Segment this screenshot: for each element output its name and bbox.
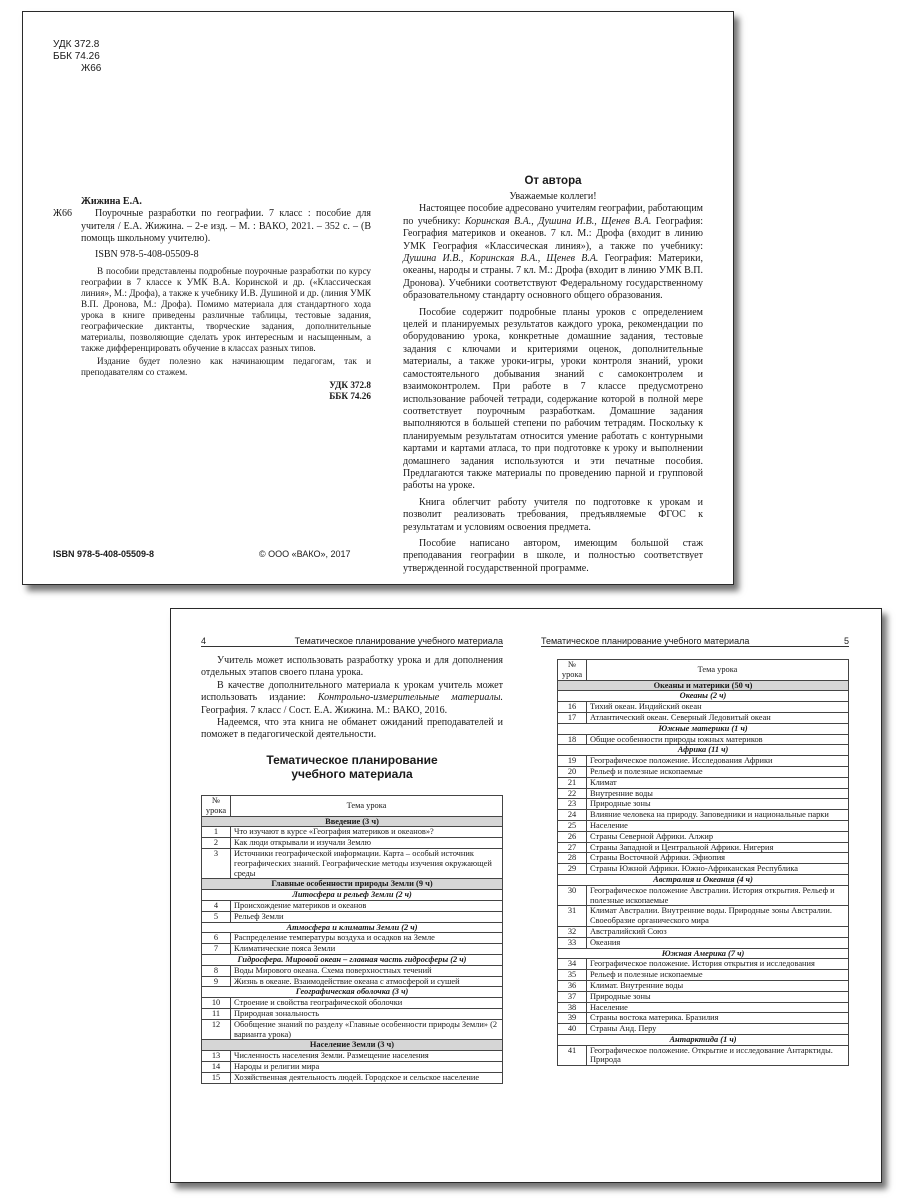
plan-table-left-wrap: [201, 795, 503, 1084]
col-lesson-topic: Тема урока: [231, 796, 503, 817]
subsection-title: Географическая оболочка (3 ч): [202, 987, 503, 998]
table-row: [558, 777, 849, 788]
lesson-number: 24: [558, 810, 587, 821]
table-row: [202, 838, 503, 849]
paragraph-1: Настоящее пособие адресовано учителям географии, работающим по учебнику: Коринская В.А., Душина И.В., Щенев В.А. География: География материков и океанов. 7 кл. М.: Дрофа (входит в линию УМК География «Классическая линия»), а также по учебнику: Душина И.В., Коринская В.А., Щенев В.А. География: Материки, океаны, народы и страны. 7 кл. М.: Дрофа (входит в линию УМК В.П. Дронова). Учебники соответствуют Федеральному государственному образовательному стандарту основного общего образования.: [403, 203, 703, 302]
lesson-topic: Географическое положение. Открытие и исследование Антарктиды. Природа: [587, 1045, 849, 1066]
lesson-topic: Географическое положение. История открытия и исследования: [587, 959, 849, 970]
lesson-topic: Рельеф и полезные ископаемые: [587, 766, 849, 777]
lesson-topic: Воды Мирового океана. Схема поверхностных течений: [231, 965, 503, 976]
subsection-row: [558, 874, 849, 885]
lesson-number: 32: [558, 926, 587, 937]
table-row: [558, 1002, 849, 1013]
lesson-number: 2: [202, 838, 231, 849]
table-row: [202, 965, 503, 976]
lesson-number: 25: [558, 820, 587, 831]
lesson-number: 23: [558, 799, 587, 810]
lesson-number: 17: [558, 712, 587, 723]
subsection-row: [202, 922, 503, 933]
subsection-title: Антарктида (1 ч): [558, 1034, 849, 1045]
table-row: [558, 885, 849, 906]
lesson-topic: Климат Австралии. Внутренние воды. Природные зоны Австралии. Своеобразие органического мира: [587, 906, 849, 927]
lesson-number: 10: [202, 998, 231, 1009]
table-row: [202, 1008, 503, 1019]
table-row: [202, 848, 503, 878]
intro-paragraph-2: В качестве дополнительного материала к урокам учитель может использовать издание: Контрольно-измерительные материалы. География. 7 класс / Сост. Е.А. Жижина. М.: ВАКО, 2016.: [201, 679, 503, 716]
subsection-row: [202, 987, 503, 998]
intro-text: [201, 655, 503, 742]
lesson-topic: Происхождение материков и океанов: [231, 900, 503, 911]
lesson-topic: Хозяйственная деятельность людей. Городское и сельское население: [231, 1072, 503, 1083]
classification-codes: [53, 39, 101, 75]
lesson-number: 39: [558, 1013, 587, 1024]
lesson-topic: Влияние человека на природу. Заповедники и национальные парки: [587, 810, 849, 821]
copyright: © ООО «ВАКО», 2017: [259, 549, 351, 559]
table-row: [558, 842, 849, 853]
catalog-description: Поурочные разработки по географии. 7 класс : пособие для учителя / Е.А. Жижина. – 2-е изд. – М. : ВАКО, 2021. – 352 с. – (В помощь школьному учителю). ISBN 978-5-408-05509-8 В пособии представлены подробные поурочные разработки по курсу географии в 7 классе к УМК В.А. Коринской и др. («Классическая линия», М.: Дрофа), а также к учебнику И.В. Душиной и др. (линия УМК В.П. Дронова, М.: Дрофа). Помимо материала для стандартного хода урока в книге приведены различные таблицы, тестовые задания, географические диктанты, творческие задания, дополнительные материалы, позволяющие сделать урок интересным и насыщенным, а также дифференцировать обучение в классах разных типов. Издание будет полезно как начинающим педагогам, так и преподавателям со стажем. УДК 372.8 ББК 74.26: [81, 208, 371, 402]
lesson-topic: Общие особенности природы южных материков: [587, 734, 849, 745]
table-row: [558, 906, 849, 927]
lesson-topic: Строение и свойства географической оболочки: [231, 998, 503, 1009]
table-row: [558, 1045, 849, 1066]
catalog-author: Жижина Е.А.: [81, 196, 142, 207]
col-lesson-number: № урока: [558, 660, 587, 681]
lesson-topic: Австралийский Союз: [587, 926, 849, 937]
subsection-title: Южные материки (1 ч): [558, 723, 849, 734]
plan-table-left: [201, 795, 503, 1084]
intro-paragraph-3: Надеемся, что эта книга не обманет ожиданий преподавателей и поможет в педагогической деятельности.: [201, 717, 503, 741]
lesson-number: 8: [202, 965, 231, 976]
bbk-right: ББК 74.26: [329, 391, 371, 402]
subsection-row: [558, 745, 849, 756]
lesson-topic: Атлантический океан. Северный Ледовитый океан: [587, 712, 849, 723]
table-row: [558, 959, 849, 970]
lesson-number: 27: [558, 842, 587, 853]
lesson-topic: Тихий океан. Индийский океан: [587, 702, 849, 713]
lesson-number: 15: [202, 1072, 231, 1083]
table-row: [202, 1072, 503, 1083]
lesson-topic: Географическое положение Австралии. История открытия. Рельеф и полезные ископаемые: [587, 885, 849, 906]
lesson-number: 29: [558, 864, 587, 875]
table-row: [202, 944, 503, 955]
lesson-number: 37: [558, 991, 587, 1002]
lesson-topic: Внутренние воды: [587, 788, 849, 799]
table-row: [558, 926, 849, 937]
lesson-number: 12: [202, 1019, 231, 1040]
subsection-row: [558, 691, 849, 702]
lesson-number: 18: [558, 734, 587, 745]
table-row: [558, 980, 849, 991]
section-title: Население Земли (3 ч): [202, 1040, 503, 1051]
lesson-topic: Распределение температуры воздуха и осадков на Земле: [231, 933, 503, 944]
lesson-topic: Страны Восточной Африки. Эфиопия: [587, 853, 849, 864]
lesson-topic: Жизнь в океане. Взаимодействие океана с атмосферой и сушей: [231, 976, 503, 987]
table-row: [202, 998, 503, 1009]
table-row: [558, 788, 849, 799]
intro-paragraph-1: Учитель может использовать разработку урока и для дополнения отдельных этапов своего плана урока.: [201, 655, 503, 679]
subsection-title: Литосфера и рельеф Земли (2 ч): [202, 890, 503, 901]
book-page-spread-bottom: [170, 608, 882, 1183]
page-number-left: 4: [201, 636, 207, 646]
lesson-number: 5: [202, 911, 231, 922]
subsection-row: [558, 948, 849, 959]
lesson-number: 40: [558, 1024, 587, 1035]
table-row: [558, 734, 849, 745]
subsection-row: [202, 890, 503, 901]
lesson-topic: Климат: [587, 777, 849, 788]
lesson-number: 28: [558, 853, 587, 864]
lesson-topic: Географическое положение. Исследования Африки: [587, 756, 849, 767]
bbk-code: ББК 74.26: [53, 51, 100, 62]
table-row: [558, 756, 849, 767]
lesson-number: 31: [558, 906, 587, 927]
lesson-number: 35: [558, 970, 587, 981]
lesson-number: 34: [558, 959, 587, 970]
lesson-number: 13: [202, 1051, 231, 1062]
table-row: [558, 991, 849, 1002]
page-number-right: 5: [843, 636, 849, 646]
annotation-text-2: Издание будет полезно как начинающим педагогам, так и преподавателям со стажем.: [81, 356, 371, 378]
subsection-title: Африка (11 ч): [558, 745, 849, 756]
section-row: [202, 816, 503, 827]
table-row: [202, 827, 503, 838]
subsection-title: Океаны (2 ч): [558, 691, 849, 702]
udk-code: УДК 372.8: [53, 39, 100, 50]
lesson-number: 11: [202, 1008, 231, 1019]
table-row: [202, 1061, 503, 1072]
lesson-number: 22: [558, 788, 587, 799]
section-title: Тематическое планирование учебного материала: [266, 753, 438, 781]
lesson-topic: Рельеф и полезные ископаемые: [587, 970, 849, 981]
lesson-topic: Природная зональность: [231, 1008, 503, 1019]
section-row: [558, 680, 849, 691]
lesson-topic: Население: [587, 1002, 849, 1013]
lesson-number: 16: [558, 702, 587, 713]
book-page-spread-top: [22, 11, 734, 585]
table-row: [202, 976, 503, 987]
catalog-isbn: ISBN 978-5-408-05509-8: [95, 248, 199, 260]
table-row: [558, 1013, 849, 1024]
lesson-number: 19: [558, 756, 587, 767]
lesson-number: 4: [202, 900, 231, 911]
paragraph-2: Пособие содержит подробные планы уроков с определением целей и планируемых результатов каждого урока, рекомендации по оборудованию урока, конкретные домашние задания, тестовые задания с ключами и критериями оценок, дополнительные материалы, а также уроки-игры, уроки контроля знаний, уроки самостоятельного добывания знаний с самоконтролем и взаимоконтролем. При работе в 7 классе предусмотрено использование рабочей тетради, содержание которой в полной мере соответствует поурочным разработкам. Домашние задания выполняются в большей степени по рабочим тетрадям. Поскольку к планируемым результатам относится умение работать с контурными картами и картами атласа, то при подготовке к уроку и выполнении домашнего задания используются и эти печатные пособия. Предлагаются также материалы по проведению парной и групповой работы на уроке.: [403, 306, 703, 492]
lesson-topic: Страны Западной и Центральной Африки. Нигерия: [587, 842, 849, 853]
table-row: [558, 970, 849, 981]
col-lesson-topic: Тема урока: [587, 660, 849, 681]
lesson-number: 6: [202, 933, 231, 944]
table-row: [558, 820, 849, 831]
subsection-title: Атмосфера и климаты Земли (2 ч): [202, 922, 503, 933]
catalog-card: [53, 196, 371, 402]
table-row: [558, 1024, 849, 1035]
table-header: [558, 660, 849, 681]
catalog-code: Ж66: [53, 208, 72, 220]
plan-table-right-wrap: [557, 659, 849, 1066]
lesson-topic: Природные зоны: [587, 991, 849, 1002]
table-row: [558, 712, 849, 723]
lesson-number: 20: [558, 766, 587, 777]
lesson-topic: Климатические пояса Земли: [231, 944, 503, 955]
table-row: [202, 1019, 503, 1040]
table-row: [558, 766, 849, 777]
lesson-topic: Источники географической информации. Карта – особый источник географических знаний. Географические методы изучения окружающей среды: [231, 848, 503, 878]
table-row: [558, 702, 849, 713]
table-header: [202, 796, 503, 817]
lesson-number: 33: [558, 937, 587, 948]
table-row: [202, 933, 503, 944]
annotation-text: В пособии представлены подробные поурочные разработки по курсу географии в 7 классе к УМК В.А. Коринской и др. («Классическая линия», М.: Дрофа), а также к учебнику И.В. Душиной и др. (линия УМК В.П. Дронова, М.: Дрофа). Помимо материала для стандартного хода урока в книге приведены различные таблицы, тестовые задания, географические диктанты, творческие задания, дополнительные материалы, позволяющие сделать урок интересным и насыщенным, а также дифференцировать обучение в классах разных типов.: [81, 266, 371, 354]
section-title: Океаны и материки (50 ч): [558, 680, 849, 691]
lesson-number: 1: [202, 827, 231, 838]
paragraph-4: Пособие написано автором, имеющим большой стаж преподавания географии в школе, и полностью соответствует утвержденной государственной программе.: [403, 537, 703, 574]
isbn-bottom: ISBN 978-5-408-05509-8: [53, 549, 155, 559]
subsection-row: [558, 1034, 849, 1045]
subsection-title: Южная Америка (7 ч): [558, 948, 849, 959]
lesson-topic: Обобщение знаний по разделу «Главные особенности природы Земли» (2 варианта урока): [231, 1019, 503, 1040]
lesson-topic: Страны Анд. Перу: [587, 1024, 849, 1035]
paragraph-3: Книга облегчит работу учителя по подготовке к урокам и позволит реализовать требования, предъявляемые ФГОС к результатам и условиям освоения предмета.: [403, 496, 703, 533]
lesson-number: 41: [558, 1045, 587, 1066]
lesson-number: 7: [202, 944, 231, 955]
table-row: [558, 853, 849, 864]
from-author-title: От автора: [524, 175, 582, 187]
lesson-number: 3: [202, 848, 231, 878]
lesson-number: 14: [202, 1061, 231, 1072]
lesson-topic: Рельеф Земли: [231, 911, 503, 922]
subsection-title: Австралия и Океания (4 ч): [558, 874, 849, 885]
table-row: [558, 937, 849, 948]
running-title-right: Тематическое планирование учебного материала: [541, 636, 750, 646]
lesson-topic: Страны Южной Африки. Южно-Африканская Республика: [587, 864, 849, 875]
lesson-topic: Климат. Внутренние воды: [587, 980, 849, 991]
subsection-row: [558, 723, 849, 734]
lesson-topic: Природные зоны: [587, 799, 849, 810]
table-row: [558, 831, 849, 842]
lesson-topic: Как люди открывали и изучали Землю: [231, 838, 503, 849]
running-header-left: [201, 636, 503, 647]
table-row: [558, 864, 849, 875]
lesson-topic: Население: [587, 820, 849, 831]
lesson-topic: Страны Северной Африки. Алжир: [587, 831, 849, 842]
plan-table-right: [557, 659, 849, 1066]
lesson-topic: Народы и религии мира: [231, 1061, 503, 1072]
lesson-number: 36: [558, 980, 587, 991]
udk-right: УДК 372.8: [329, 380, 371, 391]
running-header-right: [541, 636, 849, 647]
subsection-row: [202, 954, 503, 965]
col-lesson-number: № урока: [202, 796, 231, 817]
greeting: Уважаемые коллеги!: [509, 191, 597, 202]
lesson-number: 21: [558, 777, 587, 788]
table-row: [202, 911, 503, 922]
lesson-topic: Что изучают в курсе «География материков и океанов»?: [231, 827, 503, 838]
table-row: [558, 799, 849, 810]
table-row: [202, 900, 503, 911]
subsection-title: Гидросфера. Мировой океан – главная часть гидросферы (2 ч): [202, 954, 503, 965]
lesson-number: 30: [558, 885, 587, 906]
table-row: [202, 1051, 503, 1062]
lesson-number: 9: [202, 976, 231, 987]
section-row: [202, 1040, 503, 1051]
lesson-topic: Численность населения Земли. Размещение населения: [231, 1051, 503, 1062]
table-row: [558, 810, 849, 821]
section-row: [202, 879, 503, 890]
lesson-topic: Океания: [587, 937, 849, 948]
author-code: Ж66: [81, 63, 102, 74]
from-author-section: [403, 175, 703, 575]
section-title: Введение (3 ч): [202, 816, 503, 827]
lesson-topic: Страны востока материка. Бразилия: [587, 1013, 849, 1024]
lesson-number: 26: [558, 831, 587, 842]
running-title-left: Тематическое планирование учебного материала: [294, 636, 503, 646]
section-title: Главные особенности природы Земли (9 ч): [202, 879, 503, 890]
lesson-number: 38: [558, 1002, 587, 1013]
